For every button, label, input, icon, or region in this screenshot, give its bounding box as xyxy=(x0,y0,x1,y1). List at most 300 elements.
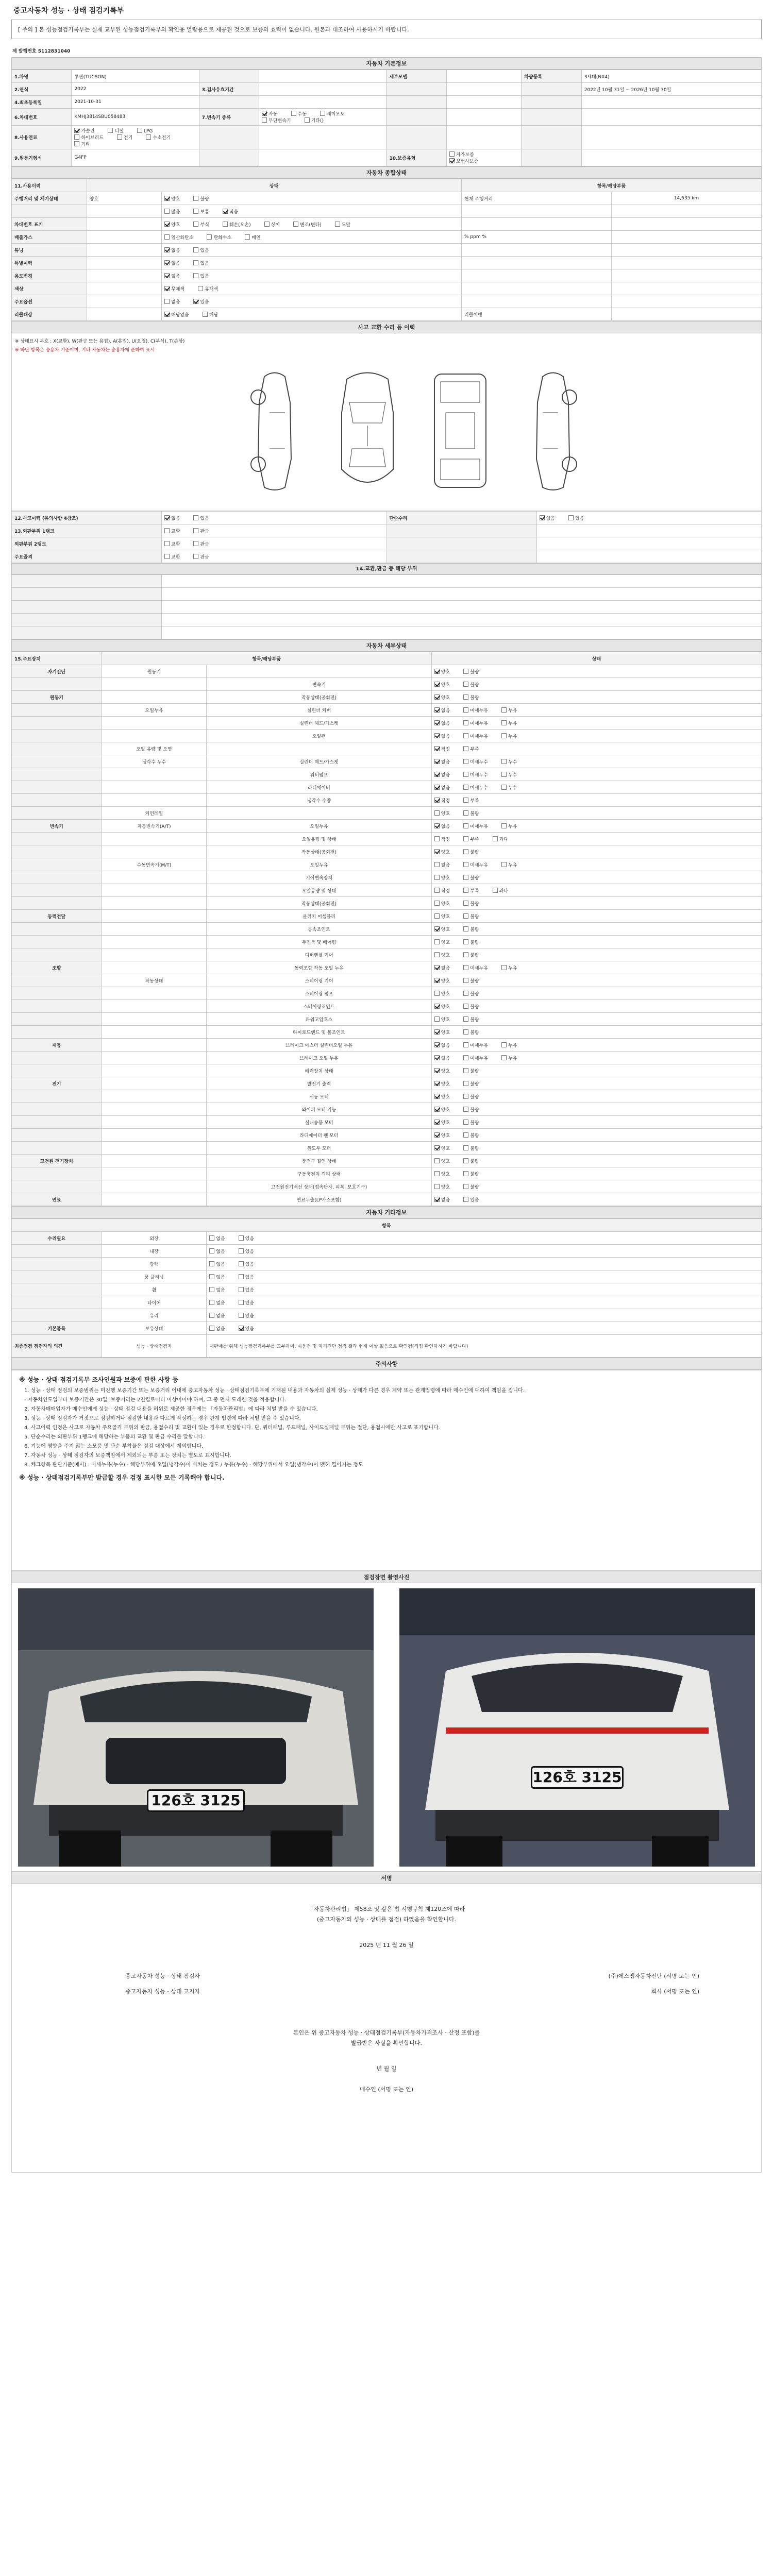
checkbox-icon[interactable] xyxy=(434,707,440,713)
detail-option[interactable] xyxy=(463,952,479,958)
checkbox-icon[interactable] xyxy=(463,862,468,867)
checkbox-icon[interactable] xyxy=(463,836,468,841)
checkbox-icon[interactable] xyxy=(434,849,440,854)
etc-option[interactable] xyxy=(209,1312,225,1319)
detail-option[interactable] xyxy=(463,900,479,907)
detail-option[interactable] xyxy=(463,939,479,945)
detail-option[interactable] xyxy=(463,810,479,817)
checkbox-icon[interactable] xyxy=(463,720,468,725)
checkbox-icon[interactable] xyxy=(434,952,440,957)
detail-option[interactable] xyxy=(434,810,450,817)
detail-option[interactable] xyxy=(463,1042,488,1048)
detail-option[interactable] xyxy=(434,836,450,842)
detail-option[interactable] xyxy=(463,1067,479,1074)
checkbox-icon[interactable] xyxy=(74,128,79,133)
checkbox-icon[interactable] xyxy=(164,528,170,533)
detail-option[interactable] xyxy=(463,1055,488,1061)
detail-option[interactable] xyxy=(434,913,450,920)
checkbox-icon[interactable] xyxy=(449,151,455,157)
checkbox-icon[interactable] xyxy=(434,926,440,931)
checkbox-icon[interactable] xyxy=(463,1120,468,1125)
checkbox-icon[interactable] xyxy=(463,1055,468,1060)
etc-option[interactable] xyxy=(209,1248,225,1255)
detail-option[interactable] xyxy=(463,720,488,726)
checkbox-icon[interactable] xyxy=(164,273,170,278)
general-option[interactable] xyxy=(203,311,218,318)
general-option[interactable] xyxy=(245,234,260,241)
checkbox-icon[interactable] xyxy=(239,1313,244,1318)
checkbox-icon[interactable] xyxy=(146,134,151,140)
checkbox-icon[interactable] xyxy=(193,273,198,278)
checkbox-icon[interactable] xyxy=(193,196,198,201)
fuel-option[interactable] xyxy=(74,141,90,147)
general-option[interactable] xyxy=(193,195,209,202)
checkbox-icon[interactable] xyxy=(434,785,440,790)
checkbox-icon[interactable] xyxy=(193,247,198,252)
checkbox-icon[interactable] xyxy=(193,541,198,546)
detail-option[interactable] xyxy=(463,797,479,804)
detail-option[interactable] xyxy=(463,784,488,791)
general-option[interactable] xyxy=(164,221,180,228)
checkbox-icon[interactable] xyxy=(434,1184,440,1189)
detail-option[interactable] xyxy=(434,797,450,804)
checkbox-icon[interactable] xyxy=(434,1107,440,1112)
checkbox-icon[interactable] xyxy=(463,1197,468,1202)
checkbox-icon[interactable] xyxy=(463,991,468,996)
checkbox-icon[interactable] xyxy=(209,1261,214,1266)
damage-option[interactable] xyxy=(164,553,180,560)
checkbox-icon[interactable] xyxy=(434,694,440,700)
detail-option[interactable] xyxy=(434,1042,450,1048)
checkbox-icon[interactable] xyxy=(434,1029,440,1035)
fuel-option[interactable] xyxy=(74,134,103,141)
checkbox-icon[interactable] xyxy=(117,134,122,140)
checkbox-icon[interactable] xyxy=(434,1171,440,1176)
checkbox-icon[interactable] xyxy=(164,222,170,227)
checkbox-icon[interactable] xyxy=(463,682,468,687)
detail-option[interactable] xyxy=(434,1171,450,1177)
etc-option[interactable] xyxy=(209,1261,225,1267)
checkbox-icon[interactable] xyxy=(434,810,440,816)
checkbox-icon[interactable] xyxy=(434,939,440,944)
general-option[interactable] xyxy=(198,285,218,292)
checkbox-icon[interactable] xyxy=(568,515,574,520)
fuel-option[interactable] xyxy=(74,127,94,134)
detail-option[interactable] xyxy=(463,861,488,868)
checkbox-icon[interactable] xyxy=(164,234,170,240)
checkbox-icon[interactable] xyxy=(501,707,507,713)
damage-option[interactable] xyxy=(193,553,209,560)
checkbox-icon[interactable] xyxy=(501,772,507,777)
checkbox-icon[interactable] xyxy=(164,209,170,214)
checkbox-icon[interactable] xyxy=(434,759,440,764)
checkbox-icon[interactable] xyxy=(434,1081,440,1086)
checkbox-icon[interactable] xyxy=(239,1287,244,1292)
checkbox-icon[interactable] xyxy=(291,111,296,116)
checkbox-icon[interactable] xyxy=(209,1300,214,1305)
detail-option[interactable] xyxy=(463,1029,479,1036)
checkbox-icon[interactable] xyxy=(463,1068,468,1073)
checkbox-icon[interactable] xyxy=(463,965,468,970)
checkbox-icon[interactable] xyxy=(434,901,440,906)
detail-option[interactable] xyxy=(463,694,479,701)
damage-option[interactable] xyxy=(193,540,209,547)
checkbox-icon[interactable] xyxy=(335,222,340,227)
detail-option[interactable] xyxy=(463,926,479,933)
general-option[interactable] xyxy=(164,285,184,292)
detail-option[interactable] xyxy=(501,784,517,791)
detail-option[interactable] xyxy=(434,1132,450,1139)
detail-option[interactable] xyxy=(463,977,479,984)
detail-option[interactable] xyxy=(463,836,479,842)
detail-option[interactable] xyxy=(501,823,517,829)
checkbox-icon[interactable] xyxy=(223,222,228,227)
checkbox-icon[interactable] xyxy=(434,836,440,841)
checkbox-icon[interactable] xyxy=(193,515,198,520)
checkbox-icon[interactable] xyxy=(164,196,170,201)
detail-option[interactable] xyxy=(434,1119,450,1126)
checkbox-icon[interactable] xyxy=(463,1107,468,1112)
checkbox-icon[interactable] xyxy=(137,128,142,133)
checkbox-icon[interactable] xyxy=(207,234,212,240)
general-option[interactable] xyxy=(193,273,209,279)
damage-sub-option[interactable] xyxy=(568,515,584,521)
checkbox-icon[interactable] xyxy=(434,798,440,803)
general-option[interactable] xyxy=(164,234,193,241)
checkbox-icon[interactable] xyxy=(449,158,455,163)
checkbox-icon[interactable] xyxy=(164,286,170,291)
checkbox-icon[interactable] xyxy=(209,1235,214,1241)
transmission-option[interactable] xyxy=(320,110,345,117)
checkbox-icon[interactable] xyxy=(463,939,468,944)
checkbox-icon[interactable] xyxy=(463,849,468,854)
detail-option[interactable] xyxy=(463,1080,479,1087)
warranty-option[interactable] xyxy=(449,151,474,158)
checkbox-icon[interactable] xyxy=(434,720,440,725)
checkbox-icon[interactable] xyxy=(463,746,468,751)
checkbox-icon[interactable] xyxy=(501,733,507,738)
checkbox-icon[interactable] xyxy=(434,746,440,751)
checkbox-icon[interactable] xyxy=(293,222,298,227)
detail-option[interactable] xyxy=(434,771,450,778)
detail-option[interactable] xyxy=(463,681,479,688)
detail-option[interactable] xyxy=(463,887,479,894)
detail-option[interactable] xyxy=(434,926,450,933)
checkbox-icon[interactable] xyxy=(193,299,198,304)
detail-option[interactable] xyxy=(463,1016,479,1023)
general-option[interactable] xyxy=(164,195,180,202)
damage-option[interactable] xyxy=(164,540,180,547)
detail-option[interactable] xyxy=(434,861,450,868)
detail-option[interactable] xyxy=(463,707,488,714)
checkbox-icon[interactable] xyxy=(434,862,440,867)
detail-option[interactable] xyxy=(434,733,450,739)
detail-option[interactable] xyxy=(463,1119,479,1126)
checkbox-icon[interactable] xyxy=(193,528,198,533)
checkbox-icon[interactable] xyxy=(239,1235,244,1241)
etc-option[interactable] xyxy=(239,1299,254,1306)
detail-option[interactable] xyxy=(463,733,488,739)
general-option[interactable] xyxy=(164,208,180,215)
detail-option[interactable] xyxy=(434,1080,450,1087)
checkbox-icon[interactable] xyxy=(493,836,498,841)
checkbox-icon[interactable] xyxy=(501,720,507,725)
fuel-option[interactable] xyxy=(117,134,132,141)
general-option[interactable] xyxy=(335,221,350,228)
detail-option[interactable] xyxy=(463,771,488,778)
checkbox-icon[interactable] xyxy=(463,1132,468,1138)
transmission-option[interactable] xyxy=(262,117,291,124)
etc-option[interactable] xyxy=(209,1274,225,1280)
checkbox-icon[interactable] xyxy=(434,1094,440,1099)
checkbox-icon[interactable] xyxy=(239,1326,244,1331)
detail-option[interactable] xyxy=(501,720,517,726)
general-option[interactable] xyxy=(193,260,209,266)
checkbox-icon[interactable] xyxy=(434,1145,440,1150)
transmission-option[interactable] xyxy=(262,110,277,117)
fuel-option[interactable] xyxy=(146,134,171,141)
checkbox-icon[interactable] xyxy=(239,1274,244,1279)
checkbox-icon[interactable] xyxy=(463,1184,468,1189)
detail-option[interactable] xyxy=(434,758,450,765)
general-option[interactable] xyxy=(193,298,209,305)
checkbox-icon[interactable] xyxy=(264,222,270,227)
checkbox-icon[interactable] xyxy=(209,1313,214,1318)
detail-option[interactable] xyxy=(463,1132,479,1139)
detail-option[interactable] xyxy=(501,861,517,868)
checkbox-icon[interactable] xyxy=(198,286,203,291)
detail-option[interactable] xyxy=(463,874,479,881)
checkbox-icon[interactable] xyxy=(239,1248,244,1253)
detail-option[interactable] xyxy=(434,1106,450,1113)
damage-sub-option[interactable] xyxy=(540,515,555,521)
detail-option[interactable] xyxy=(463,1145,479,1151)
detail-option[interactable] xyxy=(434,1093,450,1100)
general-option[interactable] xyxy=(164,273,180,279)
checkbox-icon[interactable] xyxy=(463,798,468,803)
checkbox-icon[interactable] xyxy=(501,759,507,764)
checkbox-icon[interactable] xyxy=(164,299,170,304)
etc-option[interactable] xyxy=(239,1274,254,1280)
general-option[interactable] xyxy=(223,208,238,215)
detail-option[interactable] xyxy=(434,900,450,907)
detail-option[interactable] xyxy=(434,1003,450,1010)
detail-option[interactable] xyxy=(434,887,450,894)
detail-option[interactable] xyxy=(501,1042,517,1048)
general-option[interactable] xyxy=(264,221,280,228)
detail-option[interactable] xyxy=(463,823,488,829)
checkbox-icon[interactable] xyxy=(434,1004,440,1009)
detail-option[interactable] xyxy=(501,964,517,971)
detail-option[interactable] xyxy=(463,758,488,765)
etc-option[interactable] xyxy=(239,1286,254,1293)
general-option[interactable] xyxy=(293,221,322,228)
detail-option[interactable] xyxy=(463,1093,479,1100)
detail-option[interactable] xyxy=(434,1055,450,1061)
detail-option[interactable] xyxy=(434,964,450,971)
checkbox-icon[interactable] xyxy=(501,1055,507,1060)
detail-option[interactable] xyxy=(463,1183,479,1190)
detail-option[interactable] xyxy=(434,939,450,945)
checkbox-icon[interactable] xyxy=(164,541,170,546)
etc-option[interactable] xyxy=(209,1286,225,1293)
detail-option[interactable] xyxy=(434,977,450,984)
detail-option[interactable] xyxy=(434,823,450,829)
checkbox-icon[interactable] xyxy=(463,669,468,674)
etc-option[interactable] xyxy=(239,1312,254,1319)
checkbox-icon[interactable] xyxy=(209,1287,214,1292)
checkbox-icon[interactable] xyxy=(262,111,267,116)
checkbox-icon[interactable] xyxy=(434,913,440,919)
checkbox-icon[interactable] xyxy=(463,888,468,893)
detail-option[interactable] xyxy=(463,1106,479,1113)
detail-option[interactable] xyxy=(463,849,479,855)
checkbox-icon[interactable] xyxy=(193,554,198,559)
checkbox-icon[interactable] xyxy=(203,312,208,317)
detail-option[interactable] xyxy=(463,745,479,752)
detail-option[interactable] xyxy=(434,784,450,791)
checkbox-icon[interactable] xyxy=(463,1158,468,1163)
checkbox-icon[interactable] xyxy=(463,1016,468,1022)
general-option[interactable] xyxy=(164,260,180,266)
checkbox-icon[interactable] xyxy=(434,875,440,880)
detail-option[interactable] xyxy=(434,1196,450,1203)
detail-option[interactable] xyxy=(434,668,450,675)
detail-option[interactable] xyxy=(501,758,517,765)
checkbox-icon[interactable] xyxy=(501,1042,507,1047)
detail-option[interactable] xyxy=(434,694,450,701)
etc-option[interactable] xyxy=(239,1325,254,1332)
damage-option[interactable] xyxy=(164,515,180,521)
checkbox-icon[interactable] xyxy=(434,1158,440,1163)
checkbox-icon[interactable] xyxy=(463,1081,468,1086)
checkbox-icon[interactable] xyxy=(434,1068,440,1073)
checkbox-icon[interactable] xyxy=(434,669,440,674)
etc-option[interactable] xyxy=(239,1235,254,1242)
detail-option[interactable] xyxy=(434,681,450,688)
checkbox-icon[interactable] xyxy=(463,694,468,700)
etc-option[interactable] xyxy=(209,1235,225,1242)
checkbox-icon[interactable] xyxy=(434,1120,440,1125)
checkbox-icon[interactable] xyxy=(501,823,507,828)
detail-option[interactable] xyxy=(434,1183,450,1190)
general-option[interactable] xyxy=(223,221,251,228)
detail-option[interactable] xyxy=(434,1145,450,1151)
damage-option[interactable] xyxy=(193,528,209,534)
checkbox-icon[interactable] xyxy=(463,952,468,957)
checkbox-icon[interactable] xyxy=(209,1274,214,1279)
general-option[interactable] xyxy=(193,247,209,253)
detail-option[interactable] xyxy=(501,771,517,778)
checkbox-icon[interactable] xyxy=(434,1132,440,1138)
etc-option[interactable] xyxy=(209,1299,225,1306)
detail-option[interactable] xyxy=(463,1196,479,1203)
warranty-option[interactable] xyxy=(449,158,478,164)
etc-option[interactable] xyxy=(239,1248,254,1255)
etc-option[interactable] xyxy=(239,1261,254,1267)
checkbox-icon[interactable] xyxy=(223,209,228,214)
detail-option[interactable] xyxy=(463,668,479,675)
checkbox-icon[interactable] xyxy=(463,1042,468,1047)
checkbox-icon[interactable] xyxy=(434,823,440,828)
checkbox-icon[interactable] xyxy=(164,312,170,317)
checkbox-icon[interactable] xyxy=(434,978,440,983)
etc-option[interactable] xyxy=(209,1325,225,1332)
transmission-option[interactable] xyxy=(305,117,324,124)
detail-option[interactable] xyxy=(434,720,450,726)
detail-option[interactable] xyxy=(463,1171,479,1177)
detail-option[interactable] xyxy=(463,1003,479,1010)
checkbox-icon[interactable] xyxy=(463,1171,468,1176)
detail-option[interactable] xyxy=(434,1158,450,1164)
checkbox-icon[interactable] xyxy=(434,733,440,738)
general-option[interactable] xyxy=(207,234,231,241)
checkbox-icon[interactable] xyxy=(164,515,170,520)
checkbox-icon[interactable] xyxy=(74,134,79,140)
checkbox-icon[interactable] xyxy=(164,247,170,252)
detail-option[interactable] xyxy=(434,990,450,997)
checkbox-icon[interactable] xyxy=(245,234,250,240)
general-option[interactable] xyxy=(164,311,189,318)
checkbox-icon[interactable] xyxy=(463,926,468,931)
checkbox-icon[interactable] xyxy=(463,823,468,828)
checkbox-icon[interactable] xyxy=(434,772,440,777)
damage-option[interactable] xyxy=(164,528,180,534)
checkbox-icon[interactable] xyxy=(493,888,498,893)
detail-option[interactable] xyxy=(434,745,450,752)
checkbox-icon[interactable] xyxy=(434,1055,440,1060)
fuel-option[interactable] xyxy=(137,128,153,134)
checkbox-icon[interactable] xyxy=(501,965,507,970)
detail-option[interactable] xyxy=(463,1158,479,1164)
checkbox-icon[interactable] xyxy=(463,810,468,816)
detail-option[interactable] xyxy=(501,1055,517,1061)
checkbox-icon[interactable] xyxy=(434,991,440,996)
general-option[interactable] xyxy=(193,208,209,215)
detail-option[interactable] xyxy=(501,733,517,739)
checkbox-icon[interactable] xyxy=(463,1145,468,1150)
checkbox-icon[interactable] xyxy=(209,1248,214,1253)
detail-option[interactable] xyxy=(501,707,517,714)
checkbox-icon[interactable] xyxy=(434,1016,440,1022)
checkbox-icon[interactable] xyxy=(463,759,468,764)
checkbox-icon[interactable] xyxy=(193,260,198,265)
detail-option[interactable] xyxy=(434,874,450,881)
checkbox-icon[interactable] xyxy=(463,707,468,713)
checkbox-icon[interactable] xyxy=(108,128,113,133)
checkbox-icon[interactable] xyxy=(164,260,170,265)
checkbox-icon[interactable] xyxy=(540,515,545,520)
detail-option[interactable] xyxy=(493,887,508,894)
checkbox-icon[interactable] xyxy=(164,554,170,559)
detail-option[interactable] xyxy=(463,913,479,920)
detail-option[interactable] xyxy=(463,964,488,971)
detail-option[interactable] xyxy=(434,952,450,958)
checkbox-icon[interactable] xyxy=(434,888,440,893)
checkbox-icon[interactable] xyxy=(463,901,468,906)
checkbox-icon[interactable] xyxy=(463,772,468,777)
checkbox-icon[interactable] xyxy=(239,1261,244,1266)
checkbox-icon[interactable] xyxy=(262,117,267,123)
detail-option[interactable] xyxy=(434,707,450,714)
general-option[interactable] xyxy=(193,221,209,228)
checkbox-icon[interactable] xyxy=(74,141,79,146)
checkbox-icon[interactable] xyxy=(434,682,440,687)
checkbox-icon[interactable] xyxy=(320,111,325,116)
checkbox-icon[interactable] xyxy=(239,1300,244,1305)
checkbox-icon[interactable] xyxy=(305,117,310,123)
general-option[interactable] xyxy=(164,298,180,305)
